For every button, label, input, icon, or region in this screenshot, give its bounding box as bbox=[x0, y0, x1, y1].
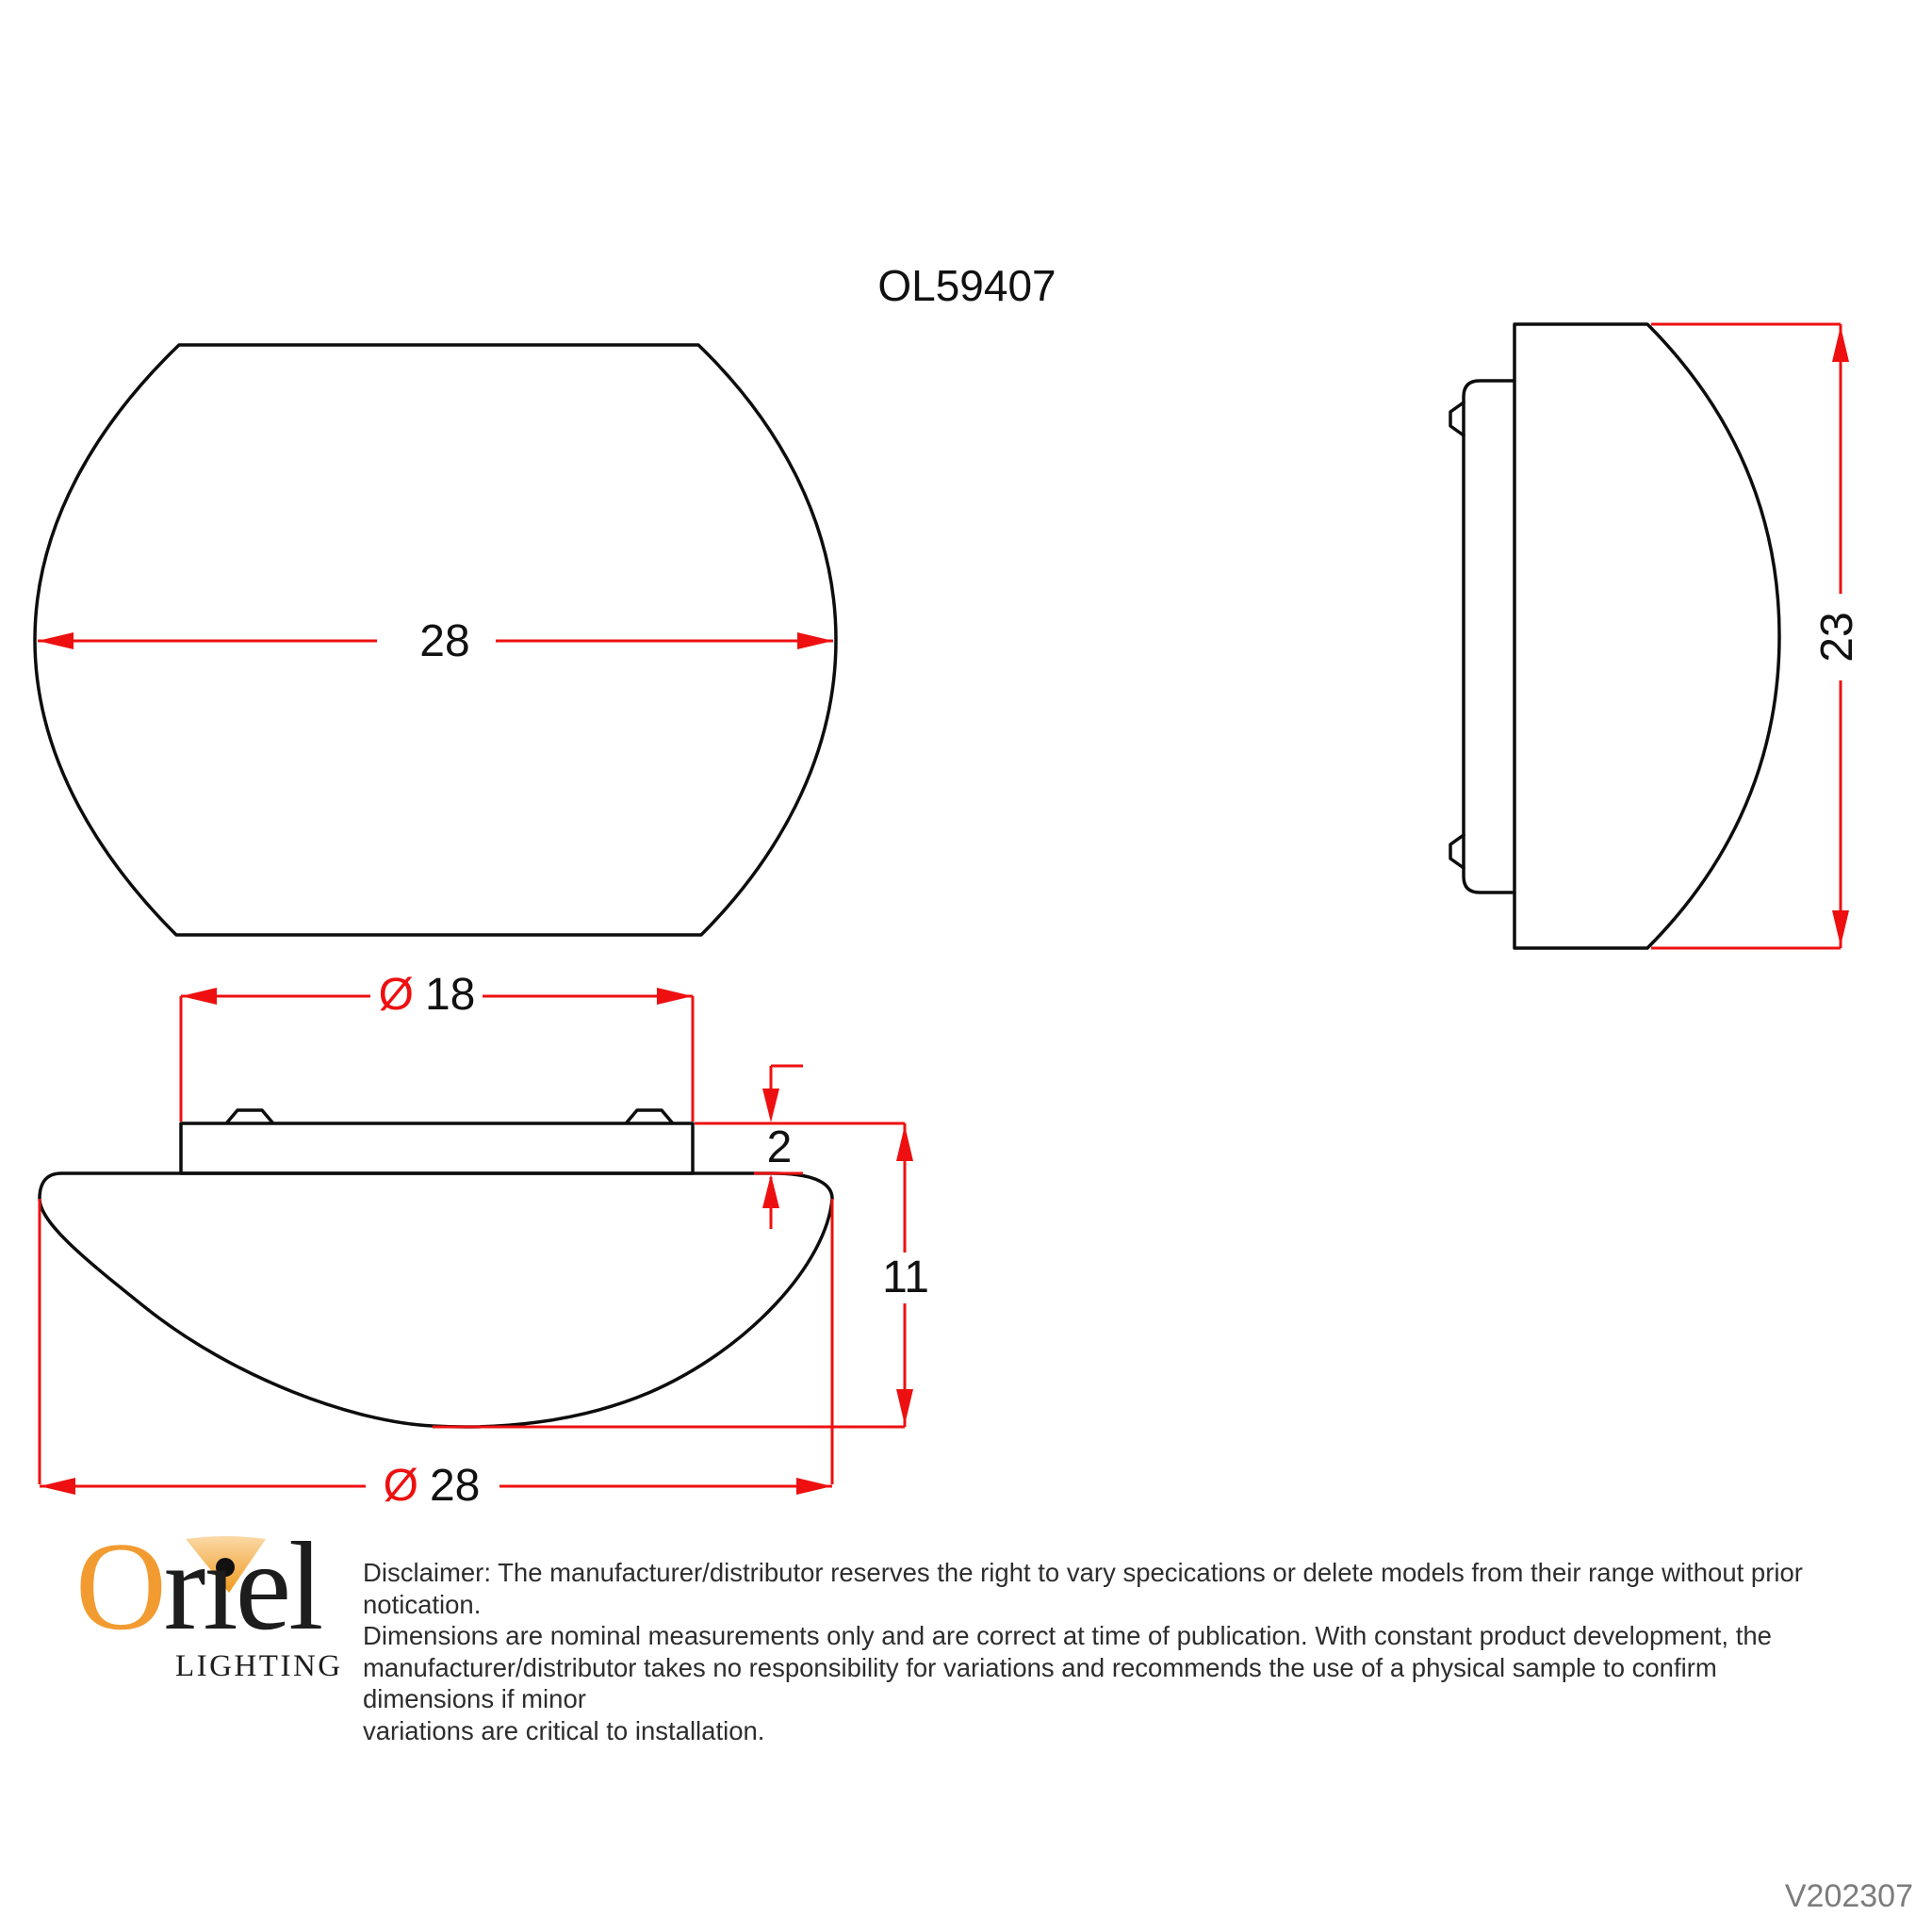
plate-height-dimension-label: 2 bbox=[766, 1122, 793, 1172]
brand-logo-rest: rıel bbox=[163, 1516, 321, 1656]
overall-diameter-dimension bbox=[40, 1199, 832, 1495]
side-height-dimension-label: 23 bbox=[1812, 612, 1862, 663]
diameter-symbol-icon: Ø bbox=[378, 970, 414, 1020]
side-view-body-outline bbox=[1514, 324, 1779, 948]
front-width-dimension-label: 28 bbox=[419, 616, 470, 666]
side-view-clip-bottom bbox=[1450, 835, 1464, 868]
arrowhead-left-icon bbox=[40, 1478, 75, 1495]
overall-diameter-label bbox=[383, 1461, 481, 1511]
arrowhead-left-icon bbox=[38, 632, 74, 649]
disclaimer-line: Disclaimer: The manufacturer/distributor reserves the right to vary specications or delete models from their range without prior notication. bbox=[363, 1558, 1803, 1619]
arrowhead-right-icon bbox=[657, 988, 693, 1005]
plate-diameter-value: 18 bbox=[424, 970, 476, 1020]
version-label: V202307 bbox=[1784, 1878, 1913, 1914]
side-view bbox=[1450, 324, 1779, 948]
bottom-view-mount-plate bbox=[181, 1123, 693, 1173]
bottom-view bbox=[40, 1110, 832, 1427]
brand-logo-o: O bbox=[75, 1516, 164, 1656]
disclaimer-line: Dimensions are nominal measurements only and are correct at time of publication. With constant product development, the bbox=[363, 1621, 1772, 1650]
arrowhead-up-icon bbox=[1832, 326, 1849, 362]
arrowhead-down-icon bbox=[1832, 910, 1849, 946]
disclaimer-text bbox=[363, 1557, 1833, 1746]
brand-logo bbox=[75, 1516, 321, 1656]
disclaimer-line: variations are critical to installation. bbox=[363, 1715, 765, 1745]
overall-diameter-value: 28 bbox=[429, 1461, 481, 1511]
bottom-view-diffuser-dome bbox=[40, 1173, 832, 1427]
bottom-view-clip-right bbox=[627, 1110, 672, 1122]
side-view-mount-plate bbox=[1464, 381, 1514, 892]
arrowhead-up-icon bbox=[896, 1125, 913, 1161]
arrowhead-right-icon bbox=[796, 1478, 832, 1495]
bottom-view-clip-left bbox=[227, 1110, 272, 1122]
plate-height-dimension bbox=[695, 1066, 905, 1229]
plate-diameter-label bbox=[378, 970, 476, 1020]
diameter-symbol-icon: Ø bbox=[383, 1461, 418, 1511]
arrowhead-left-icon bbox=[181, 988, 217, 1005]
arrowhead-down-icon bbox=[896, 1389, 913, 1425]
side-view-clip-top bbox=[1450, 402, 1464, 435]
arrowhead-down-icon bbox=[762, 1089, 779, 1122]
arrowhead-up-icon bbox=[762, 1174, 779, 1208]
brand-logo-subtitle: LIGHTING bbox=[175, 1649, 343, 1683]
page-title: OL59407 bbox=[877, 261, 1056, 310]
body-height-dimension-label: 11 bbox=[882, 1253, 929, 1302]
arrowhead-right-icon bbox=[797, 632, 833, 649]
disclaimer-line: manufacturer/distributor takes no responsibility for variations and recommends the use of a physical sample to confirm dimensions if minor bbox=[363, 1652, 1717, 1713]
